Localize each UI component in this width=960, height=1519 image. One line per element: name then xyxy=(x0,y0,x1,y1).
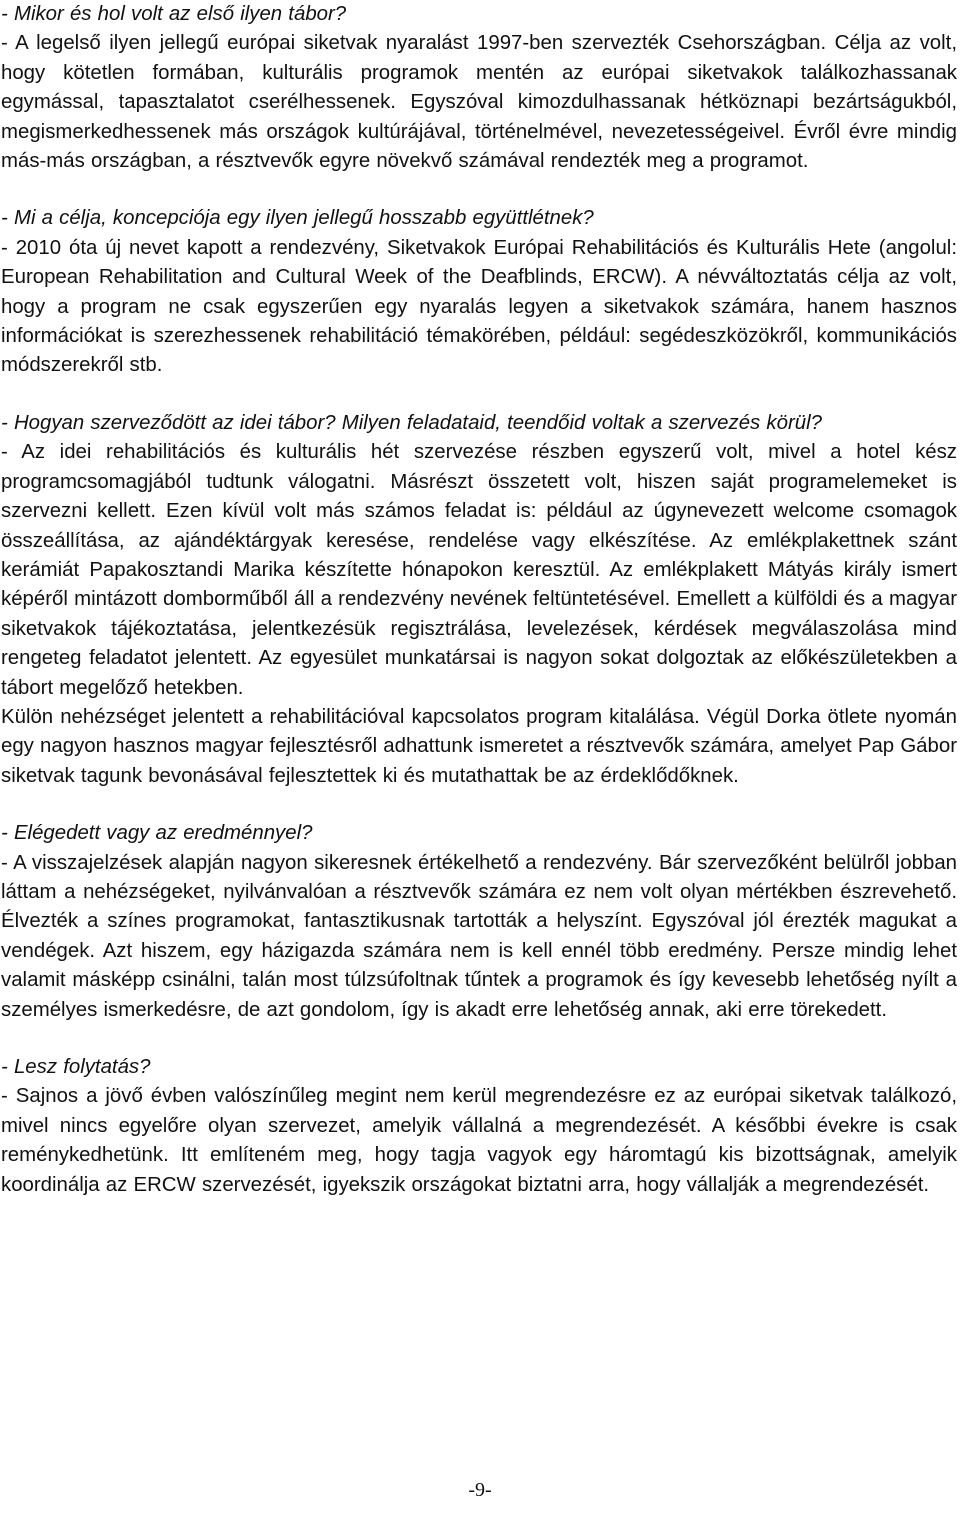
paragraph-gap xyxy=(1,1025,957,1053)
paragraph-gap xyxy=(1,381,957,409)
answer-organization-continued: Külön nehézséget jelentett a rehabilitációval kapcsolatos program kitalálása. Végül Dorka ötlete nyomán egy nagyon hasznos magyar fejlesztésről adhattunk ismeretet a résztvevők számára, amelyet Pap Gábor siketvak tagunk bevonásával fejlesztettek ki és mutathattak be az érdeklődőknek. xyxy=(1,705,957,787)
question-continuation: - Lesz folytatás? xyxy=(1,1056,151,1078)
article-body xyxy=(1,0,957,1200)
page-number: -9- xyxy=(468,1479,492,1501)
answer-satisfaction: - A visszajelzések alapján nagyon sikeresnek értékelhető a rendezvény. Bár szervezőként belülről jobban láttam a nehézségeket, nyilvánvalóan a résztvevők számára ez nem volt olyan mértékben észrevehető. Élvezték a színes programokat, fantasztikusnak tartották a helyszínt. Egyszóval jól érezték magukat a vendégek. Azt hiszem, egy házigazda számára nem is kell ennél több eredmény. Persze mindig lehet valamit másképp csinálni, talán most túlzsúfoltnak tűntek a programok és így kevesebb lehetőség nyílt a személyes ismerkedésre, de azt gondolom, így is akadt erre lehetőség annak, aki erre törekedett. xyxy=(1,851,957,1021)
question-organization: - Hogyan szerveződött az idei tábor? Milyen feladataid, teendőid voltak a szervezés körül? xyxy=(1,411,822,434)
paragraph-gap xyxy=(1,176,957,204)
paragraph-gap xyxy=(1,791,957,819)
question-first-camp: - Mikor és hol volt az első ilyen tábor? xyxy=(1,3,347,25)
question-purpose: - Mi a célja, koncepciója egy ilyen jellegű hosszabb együttlétnek? xyxy=(1,207,594,230)
answer-purpose: - 2010 óta új nevet kapott a rendezvény, Siketvakok Európai Rehabilitációs és Kulturális Hete (angolul: European Rehabilitation and Cultural Week of the Deafblinds, ERCW). A névváltoztatás célja az volt, hogy a program ne csak egyszerűen egy nyaralás legyen a siketvakok számára, hanem hasznos információkat is szerezhessenek rehabilitáció témakörében, például: segédeszközökről, kommunikációs módszerekről stb. xyxy=(1,236,957,377)
question-satisfaction: - Elégedett vagy az eredménnyel? xyxy=(1,822,313,845)
answer-organization: - Az idei rehabilitációs és kulturális hét szervezése részben egyszerű volt, mivel a hotel kész programcsomagjából tudtunk válogatni. Másrészt összetett volt, hiszen saját programelemeket is szervezni kellett. Ezen kívül volt más számos feladat is: például az úgynevezett welcome csomagok összeállítása, az ajándéktárgyak keresése, rendelése vagy elkészítése. Az emlékplakettnek szánt kerámiát Papakosztandi Marika készítette hónapokon keresztül. Az emlékplakett Mátyás király ismert képéről mintázott domborműből áll a rendezvény nevének feltüntetésével. Emellett a külföldi és a magyar siketvakok tájékoztatása, jelentkezésük regisztrálása, levelezések, kérdések megválaszolása mind rengeteg feladatot jelentett. Az egyesület munkatársai is nagyon sokat dolgoztak az előkészületekben a tábort megelőző hetekben. xyxy=(1,441,957,699)
answer-continuation: - Sajnos a jövő évben valószínűleg megint nem kerül megrendezésre ez az európai siketvak találkozó, mivel nincs egyelőre olyan szervezet, amelyik vállalná a megrendezését. A későbbi évekre is csak reménykedhetünk. Itt említeném meg, hogy tagja vagyok egy háromtagú kis bizottságnak, amelyik koordinálja az ERCW szervezését, igyekszik országokat biztatni arra, hogy vállalják a megrendezését. xyxy=(1,1085,957,1196)
answer-first-camp: - A legelső ilyen jellegű európai siketvak nyaralást 1997-ben szervezték Csehországban. Célja az volt, hogy kötetlen formában, kulturális programok mentén az európai siketvakok találkozhassanak egymással, tapasztalatot cserélhessenek. Egyszóval kimozdulhassanak hétköznapi bezártságukból, megismerkedhessenek más országok kultúrájával, történelmével, nevezetességeivel. Évről évre mindig más-más országban, a résztvevők egyre növekvő számával rendezték meg a programot. xyxy=(1,32,957,173)
